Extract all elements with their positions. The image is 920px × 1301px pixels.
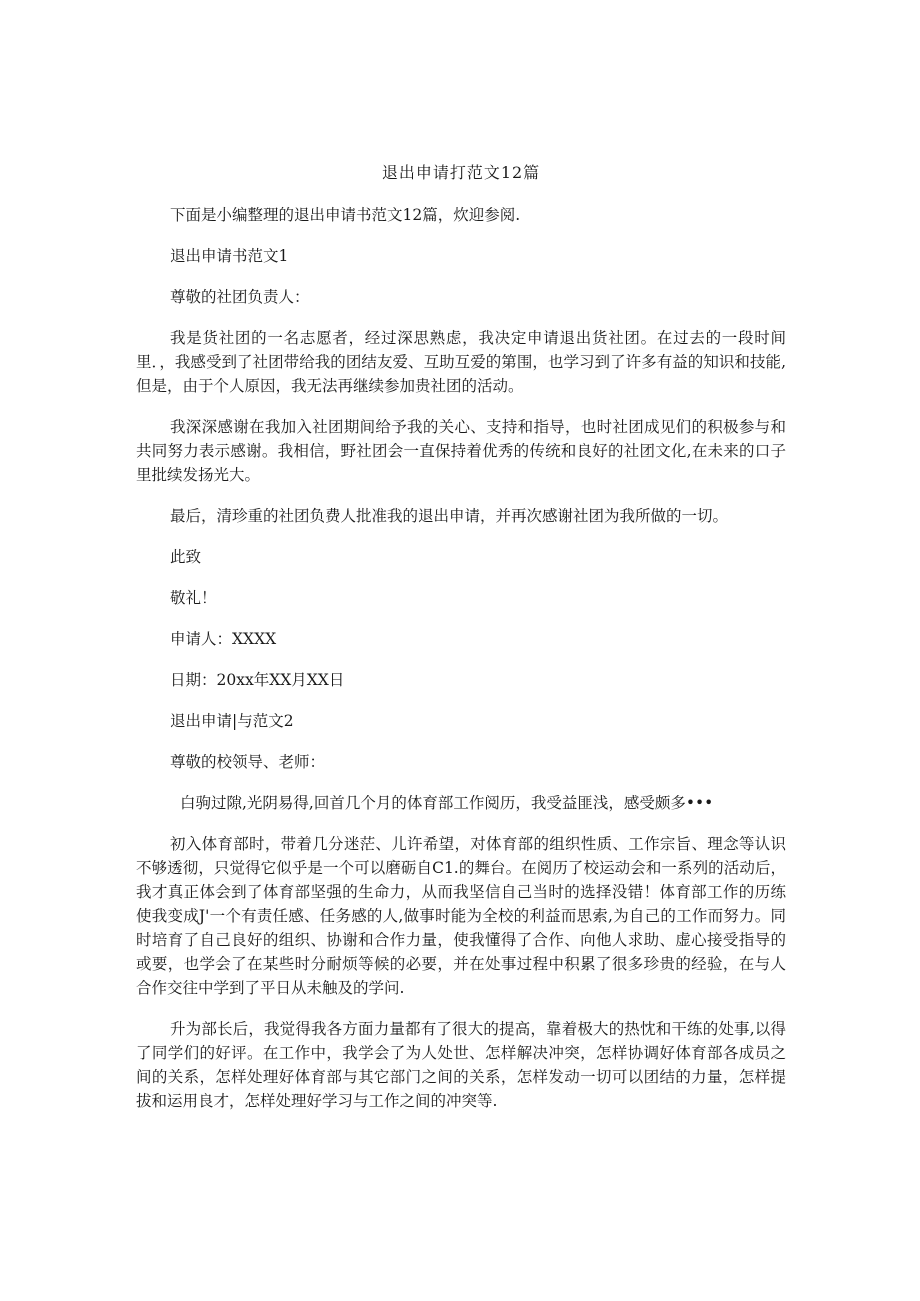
body-paragraph: 我是货社团的一名志愿者，经过深思熟虑，我决定申请退出货社团。在过去的一段时间里．，我感受到了社团带给我的团结友爱、互助互爱的第围，也学习到了许多有益的知识和技能,但是，由于个人原因，我无法再继续参加贵社团的活动。 — [136, 329, 786, 395]
body-paragraph: 升为部长后，我觉得我各方面力量都有了很大的提高，靠着极大的热忱和干练的处事,以得了同学们的好评。在工作中，我学会了为人处世、怎样解决冲突，怎样协调好体育部各成员之间的关系，怎样处理好体育部与其它部门之间的关系，怎样发动一切可以团结的力量，怎样提拔和运用良才，怎样处理好学习与工作之间的冲突等. — [136, 1020, 786, 1110]
document-page — [136, 160, 786, 1130]
applicant-line: 申请人：XXXX — [170, 630, 277, 648]
salutation-1: 尊敬的社团负责人： — [170, 288, 310, 306]
body-paragraph: 最后，清珍重的社团负费人批准我的退出申请，并再次感谢社团为我所做的一切。 — [170, 507, 729, 525]
salutation-2: 尊敬的校领导、老师： — [170, 753, 326, 771]
opening-sentence: 白驹过隙,光阴易得,回首几个月的体育部工作阅历，我受益匪浅，感受颇多••• — [180, 794, 714, 812]
intro-paragraph: 下面是小编整理的退出申请书范文12篇，炊迎参阅. — [170, 206, 521, 224]
closing-regards: 敬礼！ — [170, 589, 217, 607]
section-heading-2: 退出申请|与范文2 — [170, 712, 294, 730]
document-title: 退出申请打范文12篇 — [381, 163, 541, 182]
section-heading-1: 退出申请书范文1 — [170, 247, 289, 265]
body-paragraph: 初入体育部时，带着几分迷茫、儿许希望，对体育部的组织性质、工作宗旨、理念等认识不够透彻，只觉得它似乎是一个可以磨砺自C1.的舞台。在阅历了校运动会和一系列的活动后，我才真正体会到了体育部坚强的生命力，从而我坚信自己当时的选择没错！体育部工作的历练使我变成J'一个有责任感、任务感的人,做事时能为全校的利益而思索,为自己的工作而努力。同时培育了自己良好的组织、协谢和合作力量，使我懂得了合作、向他人求助、虚心接受指导的或要，也学会了在某些时分耐烦等候的必要，并在处事过程中积累了很多珍贵的经验，在与人合作交往中学到了平日从未触及的学问. — [136, 835, 786, 997]
closing-line: 此致 — [170, 548, 202, 566]
date-line: 日期：20xx年XX月XX日 — [170, 671, 345, 689]
body-paragraph: 我深深感谢在我加入社团期间给予我的关心、支持和指导，也时社团成见们的积极参与和共同努力表示感谢。我相信，野社团会一直保持着优秀的传统和良好的社团文化,在未来的口子里批续发扬光大。 — [136, 418, 786, 484]
